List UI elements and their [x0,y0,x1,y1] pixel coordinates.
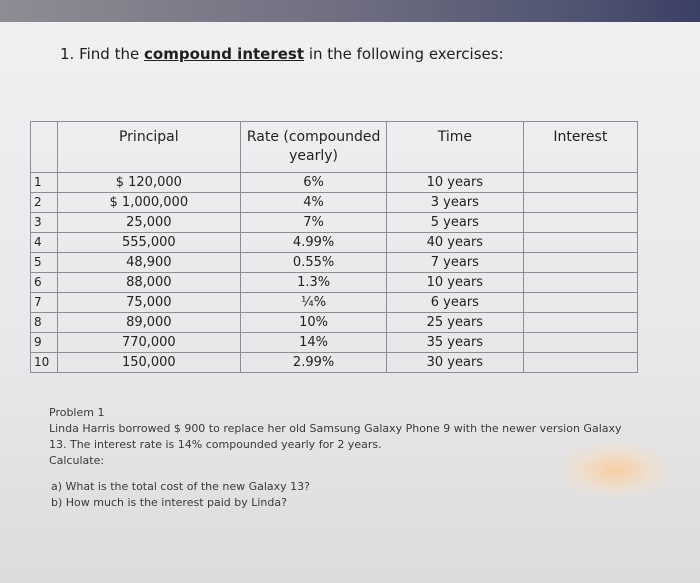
interest-cell [523,293,637,313]
interest-cell [523,173,637,193]
interest-cell [523,193,637,213]
time-cell: 40 years [387,233,524,253]
compound-interest-table [30,121,638,373]
row-number: 10 [31,353,58,373]
table-row [31,333,638,353]
row-number: 1 [31,173,58,193]
question-b: b) How much is the interest paid by Linda? [51,496,287,509]
table-header-row [31,122,638,173]
header-rate: Rate (compounded yearly) [241,122,387,173]
principal-cell: 770,000 [57,333,241,353]
principal-cell: 48,900 [57,253,241,273]
calculate-label: Calculate: [49,454,105,467]
heading-keyword: compound interest [144,45,305,63]
rate-cell: 6% [241,173,387,193]
row-number: 7 [31,293,58,313]
interest-cell [523,273,637,293]
row-number: 4 [31,233,58,253]
interest-cell [523,353,637,373]
table-row [31,233,638,253]
table-row [31,273,638,293]
time-cell: 3 years [387,193,524,213]
table-row [31,213,638,233]
interest-cell [523,213,637,233]
rate-cell: 14% [241,333,387,353]
principal-cell: 75,000 [57,293,241,313]
rate-cell: 4% [241,193,387,213]
time-cell: 25 years [387,313,524,333]
header-principal: Principal [57,122,241,173]
time-cell: 6 years [387,293,524,313]
time-cell: 10 years [387,173,524,193]
time-cell: 35 years [387,333,524,353]
heading-suffix: in the following exercises: [308,45,504,63]
principal-cell: 25,000 [57,213,241,233]
principal-cell: 88,000 [57,273,241,293]
header-index [31,122,58,173]
row-number: 2 [31,193,58,213]
table-row [31,253,638,273]
exercise-heading [60,45,504,63]
rate-cell: 2.99% [241,353,387,373]
rate-cell: 4.99% [241,233,387,253]
table-row [31,173,638,193]
problem-title: Problem 1 [49,406,105,419]
time-cell: 10 years [387,273,524,293]
interest-cell [523,233,637,253]
principal-cell: 89,000 [57,313,241,333]
row-number: 9 [31,333,58,353]
time-cell: 7 years [387,253,524,273]
interest-cell [523,313,637,333]
problem-statement-line-2: 13. The interest rate is 14% compounded yearly for 2 years. [49,438,382,451]
table-row [31,193,638,213]
rate-cell: 7% [241,213,387,233]
principal-cell: $ 1,000,000 [57,193,241,213]
row-number: 6 [31,273,58,293]
time-cell: 5 years [387,213,524,233]
principal-cell: $ 120,000 [57,173,241,193]
table-row [31,353,638,373]
screen-top-strip [0,0,700,22]
row-number: 5 [31,253,58,273]
time-cell: 30 years [387,353,524,373]
problem-statement-line-1: Linda Harris borrowed $ 900 to replace her old Samsung Galaxy Phone 9 with the newer version Galaxy [49,422,622,435]
rate-cell: 10% [241,313,387,333]
question-a: a) What is the total cost of the new Galaxy 13? [51,480,311,493]
rate-cell: ¼% [241,293,387,313]
rate-cell: 1.3% [241,273,387,293]
table-row [31,313,638,333]
problem-section [49,405,669,511]
principal-cell: 555,000 [57,233,241,253]
exercise-number: 1. [60,45,75,63]
header-time: Time [387,122,524,173]
principal-cell: 150,000 [57,353,241,373]
interest-cell [523,333,637,353]
row-number: 3 [31,213,58,233]
header-interest: Interest [523,122,637,173]
table-row [31,293,638,313]
interest-cell [523,253,637,273]
row-number: 8 [31,313,58,333]
rate-cell: 0.55% [241,253,387,273]
heading-prefix: Find the [79,45,140,63]
